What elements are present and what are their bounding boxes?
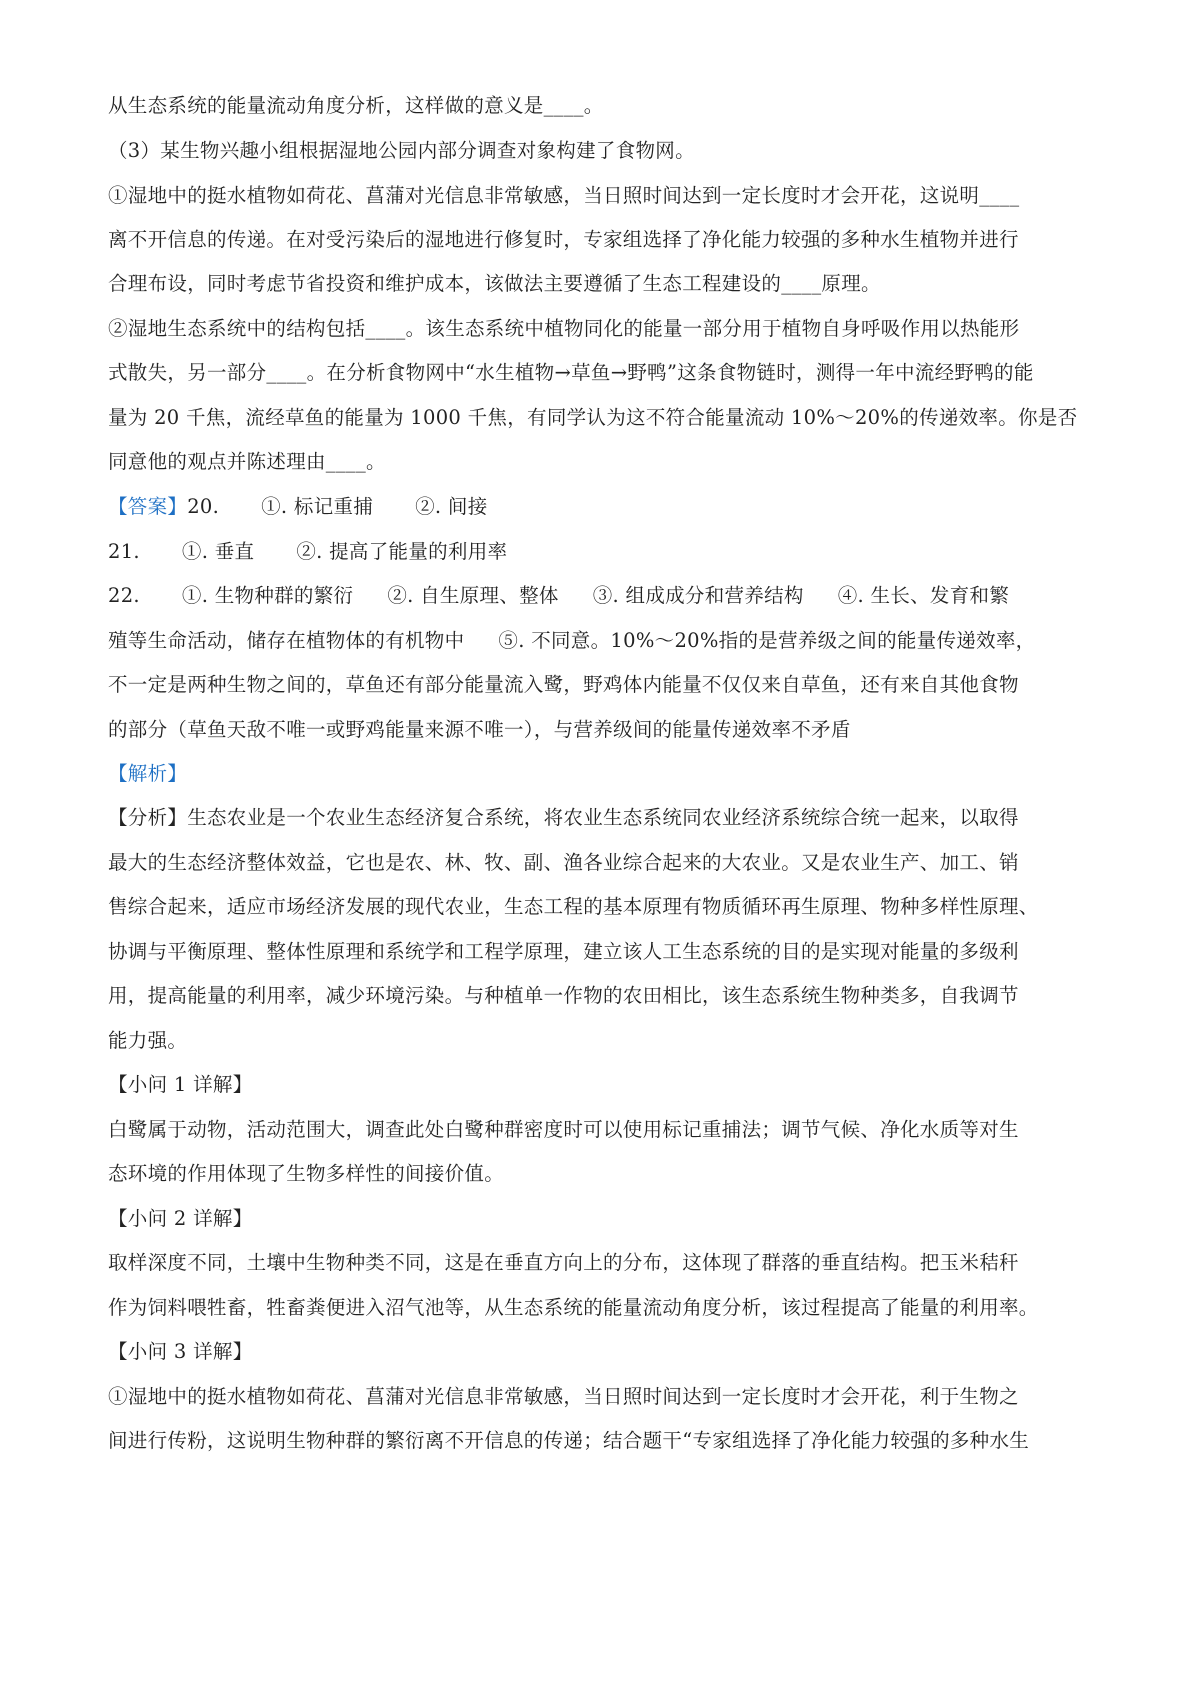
sub-question-3-heading: 【小问 3 详解】 bbox=[108, 1340, 253, 1363]
sub-question-2-line-1: 取样深度不同，土壤中生物种类不同，这是在垂直方向上的分布，这体现了群落的垂直结构。把玉米秸秆 bbox=[108, 1251, 1019, 1274]
sub-question-3-line-1: ①湿地中的挺水植物如荷花、菖蒲对光信息非常敏感，当日照时间达到一定长度时才会开花，利于生物之 bbox=[108, 1385, 1019, 1408]
sub-question-2-line-2: 作为饲料喂牲畜，牲畜粪便进入沼气池等，从生态系统的能量流动角度分析，该过程提高了能量的利用率。 bbox=[108, 1296, 1039, 1319]
analysis-para-line-5: 用，提高能量的利用率，减少环境污染。与种植单一作物的农田相比，该生态系统生物种类多，自我调节 bbox=[108, 984, 1019, 1007]
question-3-intro: （3）某生物兴趣小组根据湿地公园内部分调查对象构建了食物网。 bbox=[108, 139, 695, 162]
answer-22-line-4: 的部分（草鱼天敌不唯一或野鸡能量来源不唯一），与营养级间的能量传递效率不矛盾 bbox=[108, 718, 851, 741]
analysis-para-line-1: 【分析】生态农业是一个农业生态经济复合系统，将农业生态系统同农业经济系统综合统一起来，以取得 bbox=[108, 806, 1019, 829]
answer-21-1: ①. 垂直 bbox=[181, 540, 255, 563]
answer-22-4-continued: 殖等生命活动，储存在植物体的有机物中 bbox=[108, 629, 465, 652]
question-line-9: 同意他的观点并陈述理由____。 bbox=[108, 450, 386, 473]
analysis-tag: 【解析】 bbox=[108, 762, 188, 785]
answer-22-1: ①. 生物种群的繁衍 bbox=[181, 584, 354, 607]
answer-20-number: 20. bbox=[187, 495, 220, 518]
answer-22-5: ⑤. 不同意。10%～20%指的是营养级之间的能量传递效率， bbox=[498, 629, 1036, 652]
answer-20-1: ①. 标记重捕 bbox=[261, 495, 374, 518]
question-line-4: 离不开信息的传递。在对受污染后的湿地进行修复时，专家组选择了净化能力较强的多种水生植物并进行 bbox=[108, 228, 1019, 251]
answer-20-2: ②. 间接 bbox=[415, 495, 488, 518]
answer-22-line-2 bbox=[108, 628, 1108, 654]
analysis-para-line-3: 售综合起来，适应市场经济发展的现代农业，生态工程的基本原理有物质循环再生原理、物种多样性原理、 bbox=[108, 895, 1039, 918]
question-line-8: 量为 20 千焦，流经草鱼的能量为 1000 千焦，有同学认为这不符合能量流动 10%～20%的传递效率。你是否 bbox=[108, 406, 1078, 429]
sub-question-1-heading: 【小问 1 详解】 bbox=[108, 1073, 253, 1096]
question-line-1: 从生态系统的能量流动角度分析，这样做的意义是____。 bbox=[108, 94, 604, 117]
question-line-3: ①湿地中的挺水植物如荷花、菖蒲对光信息非常敏感，当日照时间达到一定长度时才会开花，这说明____ bbox=[108, 184, 1020, 207]
answer-line-20 bbox=[108, 494, 1108, 520]
answer-21-number: 21. bbox=[108, 540, 140, 563]
answer-22-4: ④. 生长、发育和繁 bbox=[837, 584, 1010, 607]
sub-question-1-line-2: 态环境的作用体现了生物多样性的间接价值。 bbox=[108, 1162, 505, 1185]
answer-tag: 【答案】 bbox=[108, 495, 188, 518]
sub-question-1-line-1: 白鹭属于动物，活动范围大，调查此处白鹭种群密度时可以使用标记重捕法；调节气候、净化水质等对生 bbox=[108, 1118, 1019, 1141]
answer-22-number: 22. bbox=[108, 584, 140, 607]
analysis-para-line-6: 能力强。 bbox=[108, 1029, 188, 1052]
analysis-para-line-4: 协调与平衡原理、整体性原理和系统学和工程学原理，建立该人工生态系统的目的是实现对能量的多级利 bbox=[108, 940, 1019, 963]
sub-question-2-heading: 【小问 2 详解】 bbox=[108, 1207, 253, 1230]
question-line-7: 式散失，另一部分____。在分析食物网中“水生植物→草鱼→野鸭”这条食物链时，测得一年中流经野鸭的能 bbox=[108, 361, 1034, 384]
analysis-para-line-2: 最大的生态经济整体效益，它也是农、林、牧、副、渔各业综合起来的大农业。又是农业生产、加工、销 bbox=[108, 851, 1019, 874]
question-line-6: ②湿地生态系统中的结构包括____。该生态系统中植物同化的能量一部分用于植物自身呼吸作用以热能形 bbox=[108, 317, 1020, 340]
answer-21-2: ②. 提高了能量的利用率 bbox=[296, 540, 508, 563]
sub-question-3-line-2: 间进行传粉，这说明生物种群的繁衍离不开信息的传递；结合题干“专家组选择了净化能力较强的多种水生 bbox=[108, 1429, 1030, 1452]
question-line-5: 合理布设，同时考虑节省投资和维护成本，该做法主要遵循了生态工程建设的____原理。 bbox=[108, 272, 881, 295]
answer-line-21 bbox=[108, 539, 1108, 565]
answer-22-2: ②. 自生原理、整体 bbox=[387, 584, 559, 607]
answer-line-22 bbox=[108, 583, 1108, 609]
answer-22-line-3: 不一定是两种生物之间的，草鱼还有部分能量流入鹭，野鸡体内能量不仅仅来自草鱼，还有来自其他食物 bbox=[108, 673, 1019, 696]
answer-22-3: ③. 组成成分和营养结构 bbox=[592, 584, 804, 607]
